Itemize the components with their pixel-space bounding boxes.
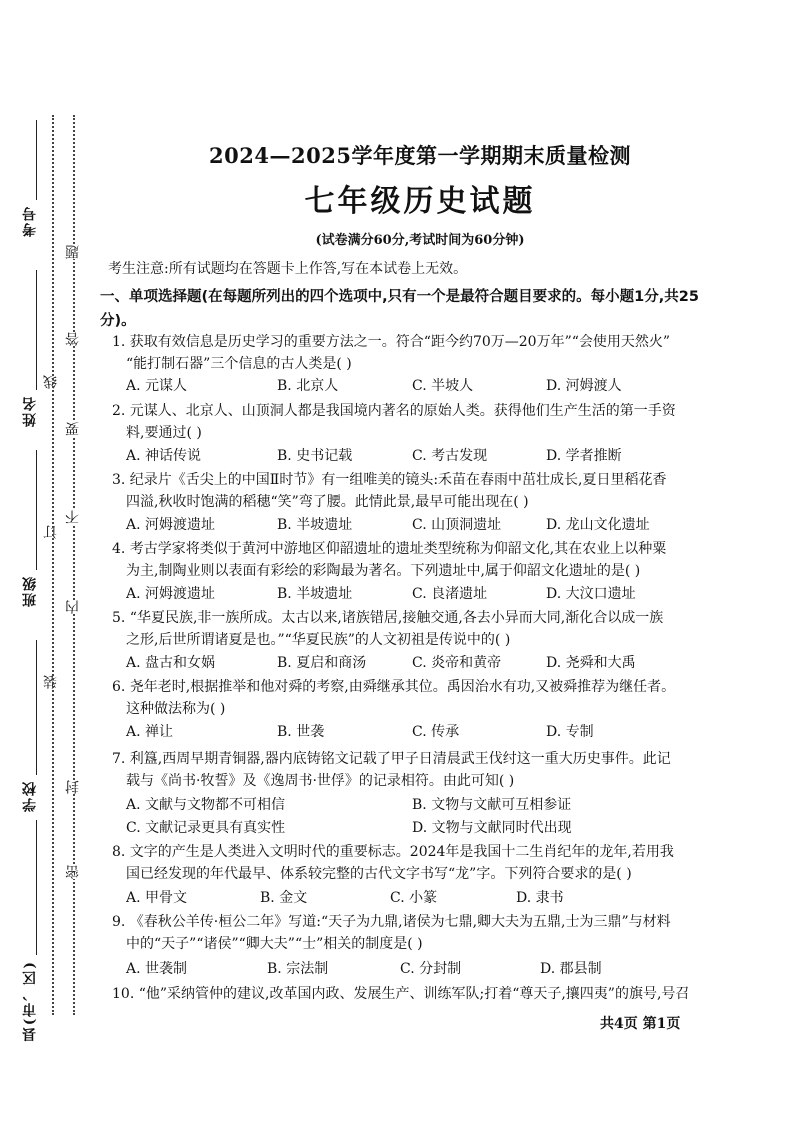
question-2-option-d[interactable]: D. 学者推断: [546, 448, 622, 464]
seal-word-da: 答: [65, 332, 81, 346]
question-1-option-b[interactable]: B. 北京人: [277, 378, 339, 394]
seal-word-feng: 封: [65, 780, 81, 794]
question-2-line-1: 2. 元谋人、北京人、山顶洞人都是我国境内著名的原始人类。获得他们生产生活的第一手资: [112, 403, 676, 419]
exam-page: [100, 0, 793, 1121]
exam-number-label: 考号: [22, 205, 38, 237]
question-8-line-2: 国已经发现的年代最早、体系较完整的古代文字书写“龙”字。下列符合要求的是( ): [126, 866, 632, 882]
question-6-line-1: 6. 尧年老时,根据推举和他对舜的考察,由舜继承其位。禹因治水有功,又被舜推荐为继任者。: [112, 679, 676, 695]
question-8-option-d[interactable]: D. 隶书: [516, 890, 564, 906]
question-1-option-c[interactable]: C. 半坡人: [412, 378, 474, 394]
question-7-option-a[interactable]: A. 文献与文物都不可相信: [126, 797, 286, 813]
question-1-option-a[interactable]: A. 元谋人: [126, 378, 188, 394]
question-4-option-a[interactable]: A. 河姆渡遗址: [126, 586, 216, 602]
question-2-line-2: 料,要通过( ): [126, 425, 202, 441]
question-6-option-b[interactable]: B. 世袭: [277, 724, 325, 740]
question-5-option-a[interactable]: A. 盘古和女娲: [126, 655, 216, 671]
seal-word-ti: 题: [65, 245, 81, 259]
question-7-option-b[interactable]: B. 文物与文献可互相参证: [412, 797, 572, 813]
class-label: 班级: [22, 575, 38, 607]
exam-title-main: 七年级历史试题: [304, 184, 536, 219]
question-7-option-c[interactable]: C. 文献记录更具有真实性: [126, 820, 286, 836]
question-4-option-b[interactable]: B. 半坡遗址: [277, 586, 353, 602]
question-5-line-2: 之形,后世所谓诸夏是也。”“华夏民族”的人文初祖是传说中的( ): [126, 632, 511, 648]
question-1-option-d[interactable]: D. 河姆渡人: [546, 378, 622, 394]
seal-word-ding: 订: [43, 525, 59, 539]
question-4-line-2: 为主,制陶业则以表面有彩绘的彩陶最为著名。下列遗址中,属于仰韶文化遗址的是( ): [126, 563, 641, 579]
question-4-option-d[interactable]: D. 大汶口遗址: [546, 586, 636, 602]
question-6-line-2: 这种做法称为( ): [126, 701, 226, 717]
question-9-line-2: 中的“天子”“诸侯”“卿大夫”“士”相关的制度是( ): [126, 936, 423, 952]
question-6-option-c[interactable]: C. 传承: [412, 724, 460, 740]
question-7-line-1: 7. 利簋,西周早期青铜器,器内底铸铭文记载了甲子日清晨武王伐纣这一重大历史事件。此记: [112, 751, 671, 767]
question-3-option-a[interactable]: A. 河姆渡遗址: [126, 517, 216, 533]
section-heading: 一、单项选择题(在每题所列出的四个选项中,只有一个是最符合题目要求的。每小题1分,共25分)。: [100, 289, 699, 329]
question-2-option-a[interactable]: A. 神话传说: [126, 448, 202, 464]
exam-subtitle: (试卷满分60分,考试时间为60分钟): [315, 233, 525, 248]
class-line[interactable]: [36, 450, 37, 570]
question-6-option-d[interactable]: D. 专制: [546, 724, 594, 740]
question-3-option-d[interactable]: D. 龙山文化遗址: [546, 517, 650, 533]
school-line[interactable]: [36, 640, 37, 775]
seal-word-mi: 密: [65, 865, 81, 879]
seal-word-yao: 要: [65, 422, 81, 436]
question-5-option-d[interactable]: D. 尧舜和大禹: [546, 655, 636, 671]
question-4-line-1: 4. 考古学家将类似于黄河中游地区仰韶遗址的遗址类型统称为仰韶文化,其在农业上以种粟: [112, 541, 667, 557]
school-label: 学校: [22, 780, 38, 812]
question-7-option-d[interactable]: D. 文物与文献同时代出现: [412, 820, 572, 836]
question-3-line-1: 3. 纪录片《舌尖上的中国Ⅱ时节》有一组唯美的镜头:禾苗在春雨中茁壮成长,夏日里稻花香: [112, 472, 667, 488]
seal-word-zhuang: 装: [43, 675, 59, 689]
question-8-line-1: 8. 文字的产生是人类进入文明时代的重要标志。2024年是我国十二生肖纪年的龙年,若用我: [112, 844, 674, 860]
name-label: 姓名: [22, 395, 38, 427]
binding-strip: [0, 0, 100, 1121]
question-9-option-c[interactable]: C. 分封制: [400, 961, 462, 977]
page-number: 共4页 第1页: [600, 1016, 681, 1032]
question-7-line-2: 载与《尚书·牧誓》及《逸周书·世俘》的记录相符。由此可知( ): [126, 773, 515, 789]
question-5-line-1: 5. “华夏民族,非一族所成。太古以来,诸族错居,接触交通,各去小异而大同,渐化合以成一族: [112, 610, 664, 626]
question-9-option-a[interactable]: A. 世袭制: [126, 961, 188, 977]
exam-title-year: 2024—2025学年度第一学期期末质量检测: [209, 143, 631, 168]
question-4-option-c[interactable]: C. 良渚遗址: [412, 586, 488, 602]
question-1-line-1: 1. 获取有效信息是历史学习的重要方法之一。符合“距今约70万—20万年”“会使用天然火”: [112, 334, 671, 350]
question-1-line-2: “能打制石器”三个信息的古人类是( ): [126, 356, 352, 372]
question-5-option-b[interactable]: B. 夏启和商汤: [277, 655, 367, 671]
question-10-line-1: 10. “他”采纳管仲的建议,改革国内政、发展生产、训练军队;打着“尊天子,攘四夷”的旗号,号召: [112, 986, 690, 1002]
question-9-option-b[interactable]: B. 宗法制: [267, 961, 329, 977]
question-8-option-a[interactable]: A. 甲骨文: [126, 890, 188, 906]
question-2-option-c[interactable]: C. 考古发现: [412, 448, 488, 464]
seal-word-bu: 不: [65, 510, 81, 524]
question-3-line-2: 四溢,秋收时饱满的稻穗“笑”弯了腰。此情此景,最早可能出现在( ): [126, 494, 529, 510]
county-line[interactable]: [36, 820, 37, 955]
question-3-option-c[interactable]: C. 山顶洞遗址: [412, 517, 502, 533]
question-3-option-b[interactable]: B. 半坡遗址: [277, 517, 353, 533]
question-2-option-b[interactable]: B. 史书记载: [277, 448, 353, 464]
exam-notice: 考生注意:所有试题均在答题卡上作答,写在本试卷上无效。: [108, 261, 468, 277]
question-5-option-c[interactable]: C. 炎帝和黄帝: [412, 655, 502, 671]
county-label: 县(市、区): [22, 960, 38, 1042]
question-8-option-b[interactable]: B. 金文: [260, 890, 308, 906]
question-9-line-1: 9. 《春秋公羊传·桓公二年》写道:“天子为九鼎,诸侯为七鼎,卿大夫为五鼎,士为三鼎”与材料: [112, 914, 671, 930]
seal-dotted-line-inner: [52, 115, 54, 1015]
name-line[interactable]: [36, 270, 37, 390]
exam-number-line[interactable]: [36, 120, 37, 200]
question-6-option-a[interactable]: A. 禅让: [126, 724, 174, 740]
question-9-option-d[interactable]: D. 郡县制: [540, 961, 602, 977]
seal-word-xian1: 线: [43, 375, 59, 389]
seal-word-nei: 内: [65, 600, 81, 614]
question-8-option-c[interactable]: C. 小篆: [390, 890, 438, 906]
